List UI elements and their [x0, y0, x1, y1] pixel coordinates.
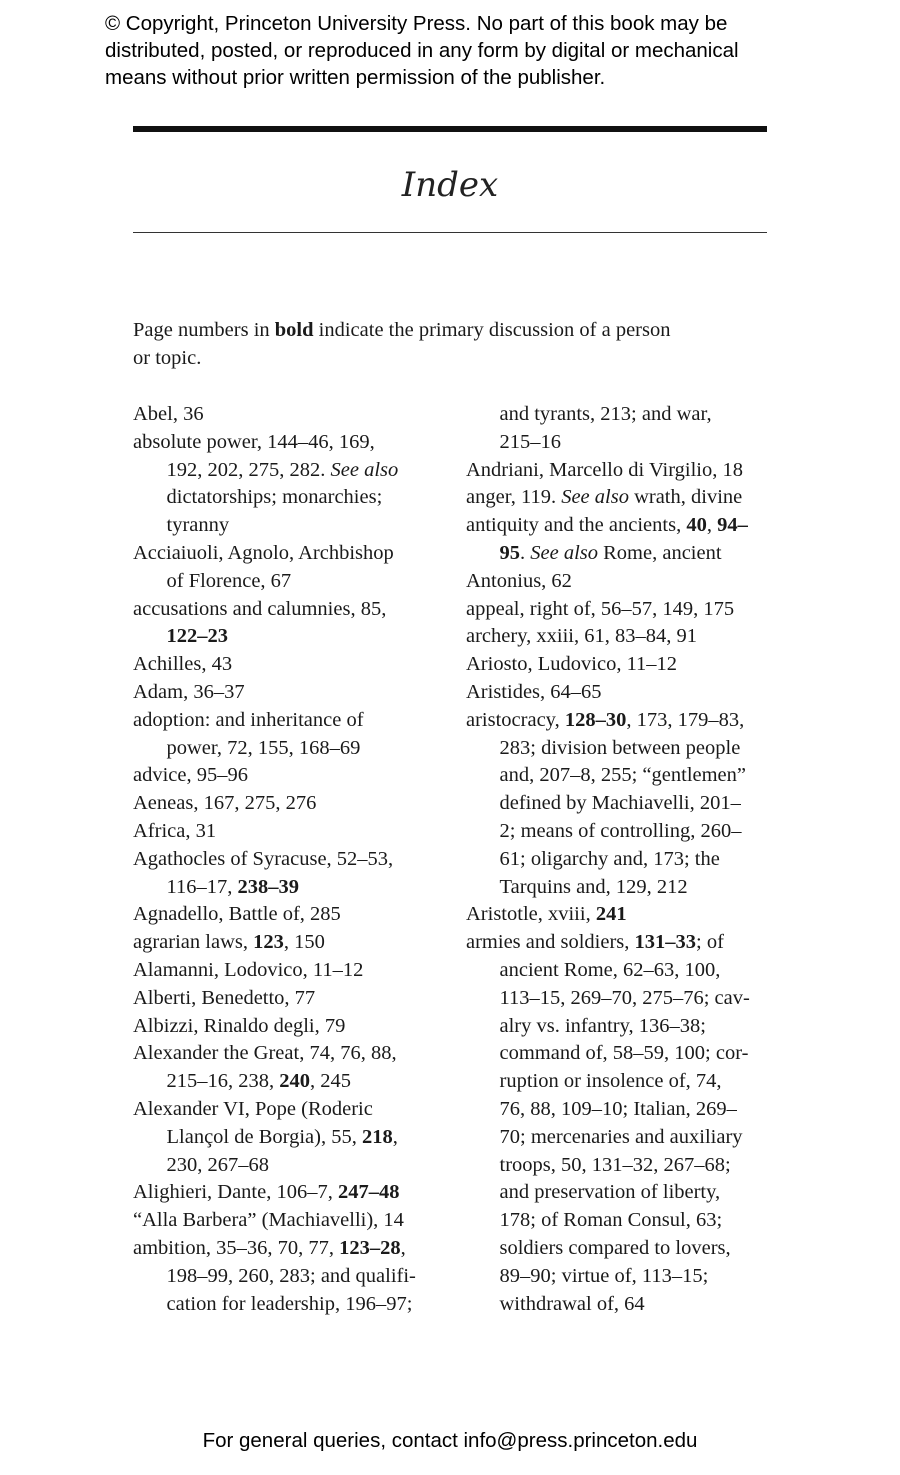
bold-page-ref: 240	[279, 1070, 310, 1093]
index-line	[133, 762, 443, 790]
index-text: of Florence, 67	[166, 569, 292, 592]
index-text: 89–90; virtue of, 113–15;	[499, 1264, 709, 1287]
entry-adam	[133, 679, 443, 707]
index-line	[466, 818, 786, 846]
index-line	[133, 1040, 443, 1068]
index-line	[466, 1040, 786, 1068]
intro-text: indicate the primary discussion of a person	[313, 319, 671, 341]
index-text: Alexander VI, Pope (Roderic	[133, 1097, 373, 1120]
index-text: and tyrants, 213; and war,	[499, 403, 712, 425]
index-line	[466, 762, 786, 790]
entry-alighieri	[133, 1179, 443, 1207]
index-text: ambition, 35–36, 70, 77,	[133, 1236, 340, 1259]
index-text: Alamanni, Lodovico, 11–12	[133, 958, 364, 981]
index-line	[133, 540, 443, 568]
index-line	[466, 790, 786, 818]
bold-page-ref: 241	[595, 903, 627, 926]
index-line	[466, 985, 786, 1013]
index-line	[133, 679, 443, 707]
index-line	[133, 623, 443, 651]
index-line	[133, 1207, 443, 1235]
index-line	[133, 985, 443, 1013]
index-column-right	[466, 401, 786, 1318]
index-line	[133, 1096, 443, 1124]
index-line	[466, 623, 786, 651]
index-text: alry vs. infantry, 136–38;	[499, 1014, 706, 1037]
bold-page-ref: 123–28	[339, 1236, 401, 1259]
entry-andriani	[466, 457, 786, 485]
entry-ambition-continued	[466, 401, 786, 457]
index-text: ,	[706, 514, 718, 537]
index-line	[466, 457, 786, 485]
index-text: Africa, 31	[133, 819, 217, 842]
entry-aristocracy	[466, 707, 786, 902]
index-text: dictatorships; monarchies;	[166, 486, 383, 509]
index-line	[133, 901, 443, 929]
bold-page-ref: 247–48	[337, 1181, 400, 1204]
title-thin-rule	[133, 232, 767, 233]
index-text: Alexander the Great, 74, 76, 88,	[133, 1042, 397, 1065]
index-line	[133, 401, 443, 429]
index-line	[133, 1068, 443, 1096]
bold-page-ref: 218	[361, 1125, 393, 1148]
index-line	[133, 1152, 443, 1180]
see-also-text: See also	[561, 486, 629, 509]
index-line	[466, 901, 786, 929]
index-text: antiquity and the ancients,	[466, 514, 687, 537]
index-text: Ariosto, Ludovico, 11–12	[466, 653, 678, 676]
index-text: Agathocles of Syracuse, 52–53,	[133, 847, 394, 870]
index-line	[466, 1124, 786, 1152]
entry-agathocles	[133, 846, 443, 902]
index-text: .	[520, 541, 531, 564]
intro-text: Page numbers in	[133, 319, 275, 341]
index-intro-note	[133, 316, 773, 372]
entry-antonius	[466, 568, 786, 596]
index-text: “Alla Barbera” (Machiavelli), 14	[133, 1209, 404, 1232]
index-text: 113–15, 269–70, 275–76; cav-	[499, 986, 750, 1009]
index-line	[466, 1235, 786, 1263]
index-text: Achilles, 43	[133, 653, 233, 676]
index-line	[466, 596, 786, 624]
index-text: ,	[400, 1236, 406, 1259]
intro-line	[133, 316, 773, 344]
index-line	[466, 929, 786, 957]
index-text: Aristotle, xviii,	[466, 903, 596, 926]
entry-alexander-the-great	[133, 1040, 443, 1096]
entry-albizzi	[133, 1013, 443, 1041]
entry-antiquity	[466, 512, 786, 568]
entry-appeal	[466, 596, 786, 624]
index-line	[466, 484, 786, 512]
index-line	[133, 596, 443, 624]
index-text: ,	[392, 1125, 398, 1148]
index-line	[133, 957, 443, 985]
index-text: Abel, 36	[133, 403, 204, 425]
index-text: armies and soldiers,	[466, 931, 635, 954]
index-line	[133, 929, 443, 957]
bold-page-ref: 95	[499, 541, 520, 564]
index-line	[466, 540, 786, 568]
index-text: Alighieri, Dante, 106–7,	[133, 1181, 338, 1204]
copyright-line: © Copyright, Princeton University Press. No part of this book may be	[105, 12, 728, 35]
index-line	[466, 1291, 786, 1319]
index-text: , 245	[310, 1070, 351, 1093]
index-text: 116–17,	[166, 875, 238, 898]
index-line	[466, 1152, 786, 1180]
index-text: , 150	[283, 931, 325, 954]
bold-page-ref: 122–23	[166, 625, 228, 648]
index-text: 215–16	[499, 430, 561, 453]
entry-advice	[133, 762, 443, 790]
entry-achilles	[133, 651, 443, 679]
index-line	[133, 484, 443, 512]
index-line	[466, 651, 786, 679]
index-line	[466, 401, 786, 429]
index-text: wrath, divine	[628, 486, 743, 509]
index-text: Aeneas, 167, 275, 276	[133, 792, 317, 815]
index-text: anger, 119.	[466, 486, 562, 509]
entry-agrarian-laws	[133, 929, 443, 957]
entry-acciaiuoli	[133, 540, 443, 596]
index-line	[466, 512, 786, 540]
index-line	[133, 429, 443, 457]
entry-alamanni	[133, 957, 443, 985]
index-text: Tarquins and, 129, 212	[499, 875, 688, 898]
index-line	[466, 1096, 786, 1124]
see-also-text: See also	[330, 458, 399, 481]
index-line	[133, 512, 443, 540]
entry-anger	[466, 484, 786, 512]
index-line	[133, 651, 443, 679]
bold-page-ref: 123	[253, 931, 284, 954]
entry-alla-barbera	[133, 1207, 443, 1235]
index-text: Aristides, 64–65	[466, 680, 602, 703]
index-text: and preservation of liberty,	[499, 1181, 721, 1204]
entry-accusations	[133, 596, 443, 652]
index-line	[133, 568, 443, 596]
index-line	[133, 1179, 443, 1207]
index-line	[466, 1013, 786, 1041]
index-text: Rome, ancient	[598, 541, 722, 564]
index-line	[466, 1068, 786, 1096]
page-title: Index	[401, 165, 499, 205]
bold-page-ref: 131–33	[634, 931, 697, 954]
index-text: 198–99, 260, 283; and qualifi-	[166, 1264, 416, 1287]
index-text: Alberti, Benedetto, 77	[133, 986, 316, 1009]
index-text: adoption: and inheritance of	[133, 708, 364, 731]
index-line	[133, 846, 443, 874]
index-line	[133, 1263, 443, 1291]
index-text: absolute power, 144–46, 169,	[133, 430, 375, 453]
index-text: ancient Rome, 62–63, 100,	[499, 958, 721, 981]
index-line	[133, 1291, 443, 1319]
index-line	[466, 429, 786, 457]
copyright-notice	[105, 10, 865, 91]
entry-alexander-vi	[133, 1096, 443, 1179]
index-line	[133, 707, 443, 735]
index-text: 178; of Roman Consul, 63;	[499, 1209, 723, 1232]
index-text: 215–16, 238,	[166, 1070, 280, 1093]
entry-abel	[133, 401, 443, 429]
entry-aristides	[466, 679, 786, 707]
index-line	[466, 707, 786, 735]
index-text: archery, xxiii, 61, 83–84, 91	[466, 625, 697, 648]
index-text: Antonius, 62	[466, 569, 572, 592]
index-line	[466, 957, 786, 985]
index-text: and, 207–8, 255; “gentlemen”	[499, 764, 747, 787]
entry-agnadello	[133, 901, 443, 929]
index-line	[466, 1207, 786, 1235]
index-line	[466, 735, 786, 763]
index-text: aristocracy,	[466, 708, 565, 731]
entry-aeneas	[133, 790, 443, 818]
index-line	[133, 1124, 443, 1152]
index-text: ; of	[696, 931, 724, 954]
intro-line: or topic.	[133, 347, 202, 369]
index-text: 283; division between people	[499, 736, 741, 759]
index-line	[133, 818, 443, 846]
index-text: Acciaiuoli, Agnolo, Archbishop	[133, 541, 394, 564]
index-line	[133, 874, 443, 902]
index-line	[133, 1013, 443, 1041]
intro-bold-word: bold	[274, 319, 314, 341]
index-text: troops, 50, 131–32, 267–68;	[499, 1153, 731, 1176]
index-line	[466, 874, 786, 902]
index-column-left	[133, 401, 443, 1318]
index-text: power, 72, 155, 168–69	[166, 736, 361, 759]
footer-contact: For general queries, contact info@press.princeton.edu	[202, 1429, 698, 1452]
index-text: advice, 95–96	[133, 764, 248, 787]
index-text: 61; oligarchy and, 173; the	[499, 847, 720, 870]
entry-absolute-power	[133, 429, 443, 540]
index-line	[466, 1263, 786, 1291]
index-line	[466, 568, 786, 596]
index-text: soldiers compared to lovers,	[499, 1236, 731, 1259]
index-line	[133, 1235, 443, 1263]
top-thick-rule	[133, 126, 767, 132]
index-text: appeal, right of, 56–57, 149, 175	[466, 597, 735, 620]
index-text: Andriani, Marcello di Virgilio, 18	[466, 458, 744, 481]
copyright-line: means without prior written permission of the publisher.	[105, 66, 606, 89]
entry-adoption	[133, 707, 443, 763]
entry-archery	[466, 623, 786, 651]
entry-alberti	[133, 985, 443, 1013]
index-text: Agnadello, Battle of, 285	[133, 903, 341, 926]
index-text: ruption or insolence of, 74,	[499, 1070, 722, 1093]
copyright-line: distributed, posted, or reproduced in any form by digital or mechanical	[105, 39, 739, 62]
entry-armies	[466, 929, 786, 1318]
bold-page-ref: 128–30	[564, 708, 627, 731]
see-also-text: See also	[530, 541, 598, 564]
index-line	[133, 735, 443, 763]
index-line	[466, 679, 786, 707]
entry-ambition	[133, 1235, 443, 1318]
index-text: 192, 202, 275, 282.	[166, 458, 331, 481]
index-text: Llançol de Borgia), 55,	[166, 1125, 362, 1148]
index-text: tyranny	[166, 514, 230, 537]
index-text: accusations and calumnies, 85,	[133, 597, 387, 620]
index-line	[466, 1179, 786, 1207]
index-text: agrarian laws,	[133, 931, 254, 954]
index-text: , 173, 179–83,	[626, 708, 745, 731]
index-text: command of, 58–59, 100; cor-	[499, 1042, 749, 1065]
index-text: Adam, 36–37	[133, 680, 245, 703]
index-text: withdrawal of, 64	[499, 1292, 645, 1315]
entry-ariosto	[466, 651, 786, 679]
index-text: 230, 267–68	[166, 1153, 269, 1176]
index-text: defined by Machiavelli, 201–	[499, 792, 741, 815]
entry-africa	[133, 818, 443, 846]
bold-page-ref: 40	[686, 514, 707, 537]
index-line	[133, 457, 443, 485]
index-line	[133, 790, 443, 818]
index-text: 70; mercenaries and auxiliary	[499, 1125, 743, 1148]
entry-aristotle	[466, 901, 786, 929]
index-text: Albizzi, Rinaldo degli, 79	[133, 1014, 346, 1037]
index-text: cation for leadership, 196–97;	[166, 1292, 413, 1315]
bold-page-ref: 94–	[717, 514, 748, 537]
bold-page-ref: 238–39	[237, 875, 299, 898]
index-text: 2; means of controlling, 260–	[499, 819, 742, 842]
index-line	[466, 846, 786, 874]
index-text: 76, 88, 109–10; Italian, 269–	[499, 1097, 737, 1120]
